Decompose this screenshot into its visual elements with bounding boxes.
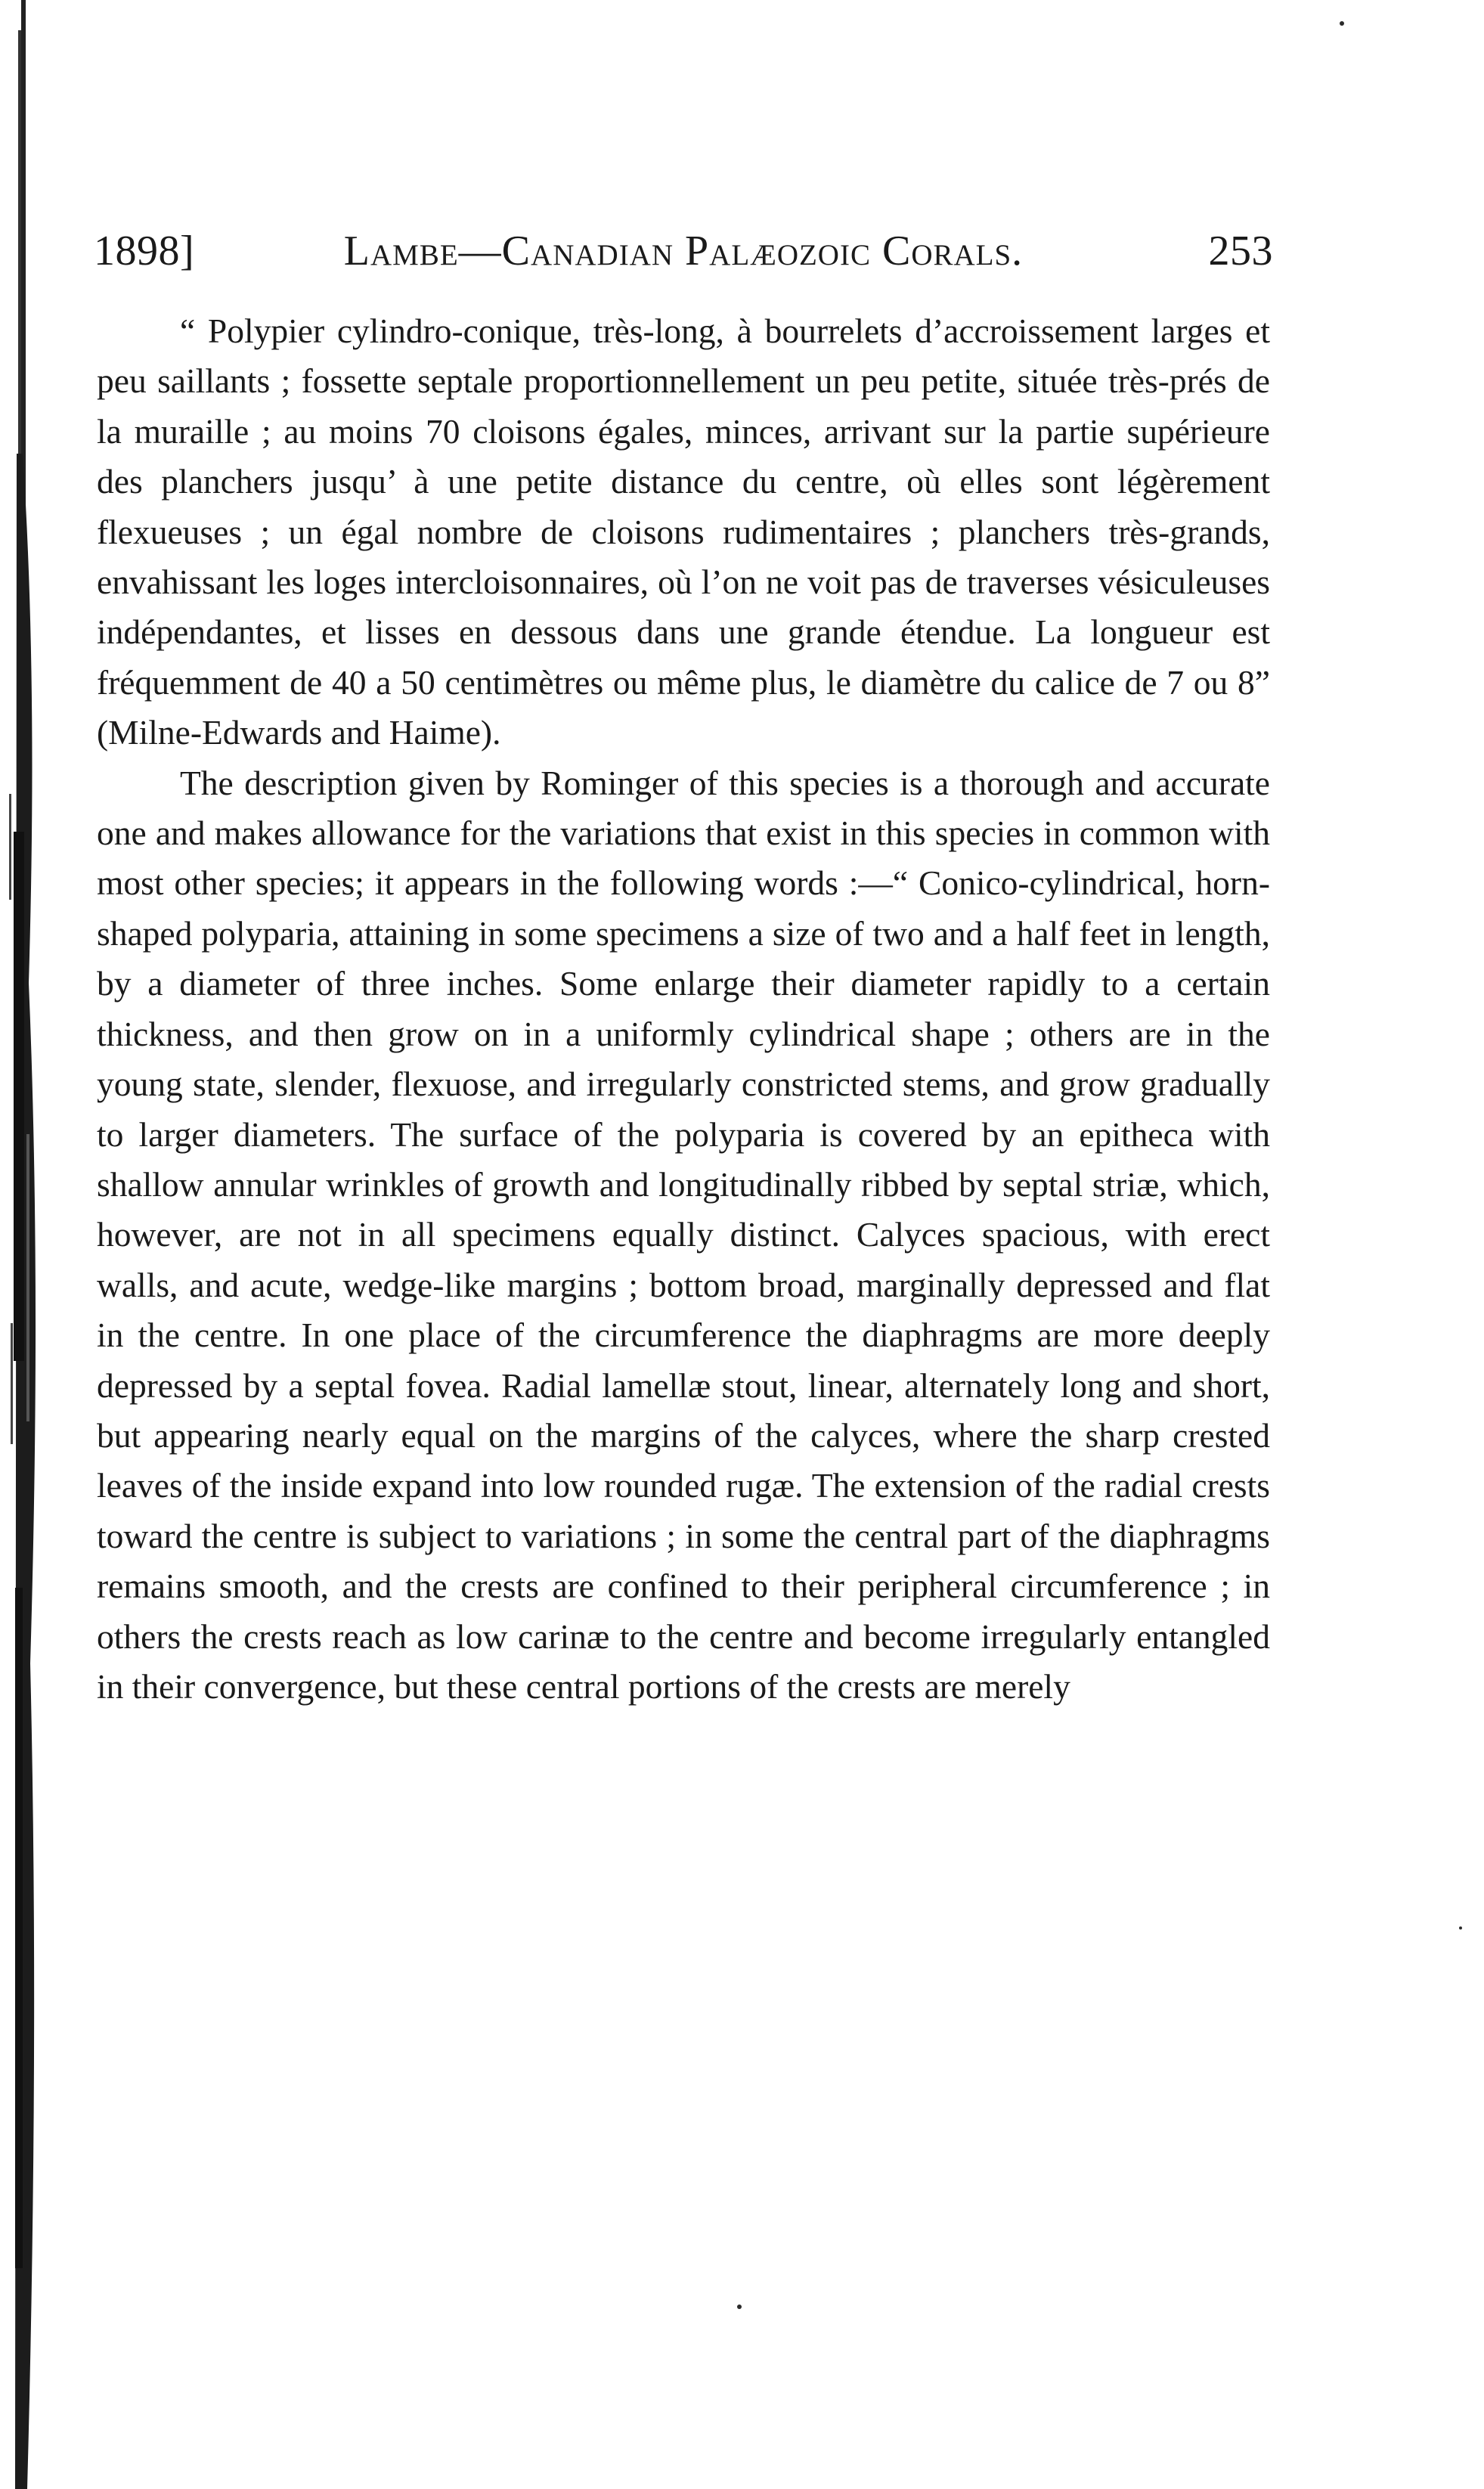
paragraph-quotation: “ Polypier cylindro-conique, très-long, à bourrelets d’accroissement larges et peu saillants ; fossette septale proportionnellement un peu petite, située très-prés de la muraille ; au moins 70 cloisons égales, minces, arrivant sur la partie supérieure des planchers jusqu’ à une petite distance du centre, où elles sont légèrement flexueuses ; un égal nombre de cloisons rudimentaires ; planchers très-grands, envahissant les loges intercloisonnaires, où l’on ne voit pas de traverses vésiculeuses indépendantes, et lisses en dessous dans une grande étendue. La longueur est fréquemment de 40 a 50 centimètres ou même plus, le diamètre du calice de 7 ou 8” (Milne-Edwards and Haime).: [97, 312, 1270, 752]
header-title: Lambe—Canadian Palæozoic Corals.: [343, 228, 1024, 274]
speck-mark: [1459, 1926, 1462, 1930]
page-binding-shadow: [0, 0, 68, 2489]
main-text: [97, 306, 1270, 1712]
page-number: 253: [1208, 228, 1273, 274]
paragraph-description: The description given by Rominger of this species is a thorough and accurate one and makes allowance for the variations that exist in this species in common with most other species; it appears in the following words :—“ Conico-cylindrical, horn-shaped polyparia, attaining in some specimens a size of two and a half feet in length, by a diameter of three inches. Some enlarge their diameter rapidly to a certain thickness, and then grow on in a uniformly cylindrical shape ; others are in the young state, slender, flexuose, and irregularly constricted stems, and grow gradually to larger diameters. The surface of the polyparia is covered by an epitheca with shallow annular wrinkles of growth and longitudinally ribbed by septal striæ, which, however, are not in all specimens equally distinct. Calyces spacious, with erect walls, and acute, wedge-like margins ; bottom broad, marginally depressed and flat in the centre. In one place of the circumference the diaphragms are more deeply depressed by a septal fovea. Radial lamellæ stout, linear, alternately long and short, but appearing nearly equal on the margins of the calyces, where the sharp crested leaves of the inside expand into low rounded rugæ. The extension of the radial crests toward the centre is subject to variations ; in some the central part of the diaphragms remains smooth, and the crests are confined to their peripheral circumference ; in others the crests reach as low carinæ to the centre and become irregularly entangled in their convergence, but these central portions of the crests are merely: [97, 763, 1270, 1706]
speck-mark: [1340, 21, 1344, 26]
binding-shadow-graphic: [0, 0, 68, 2489]
speck-mark: [737, 2305, 742, 2309]
running-header: [94, 227, 1273, 287]
header-year: 1898]: [94, 228, 195, 274]
